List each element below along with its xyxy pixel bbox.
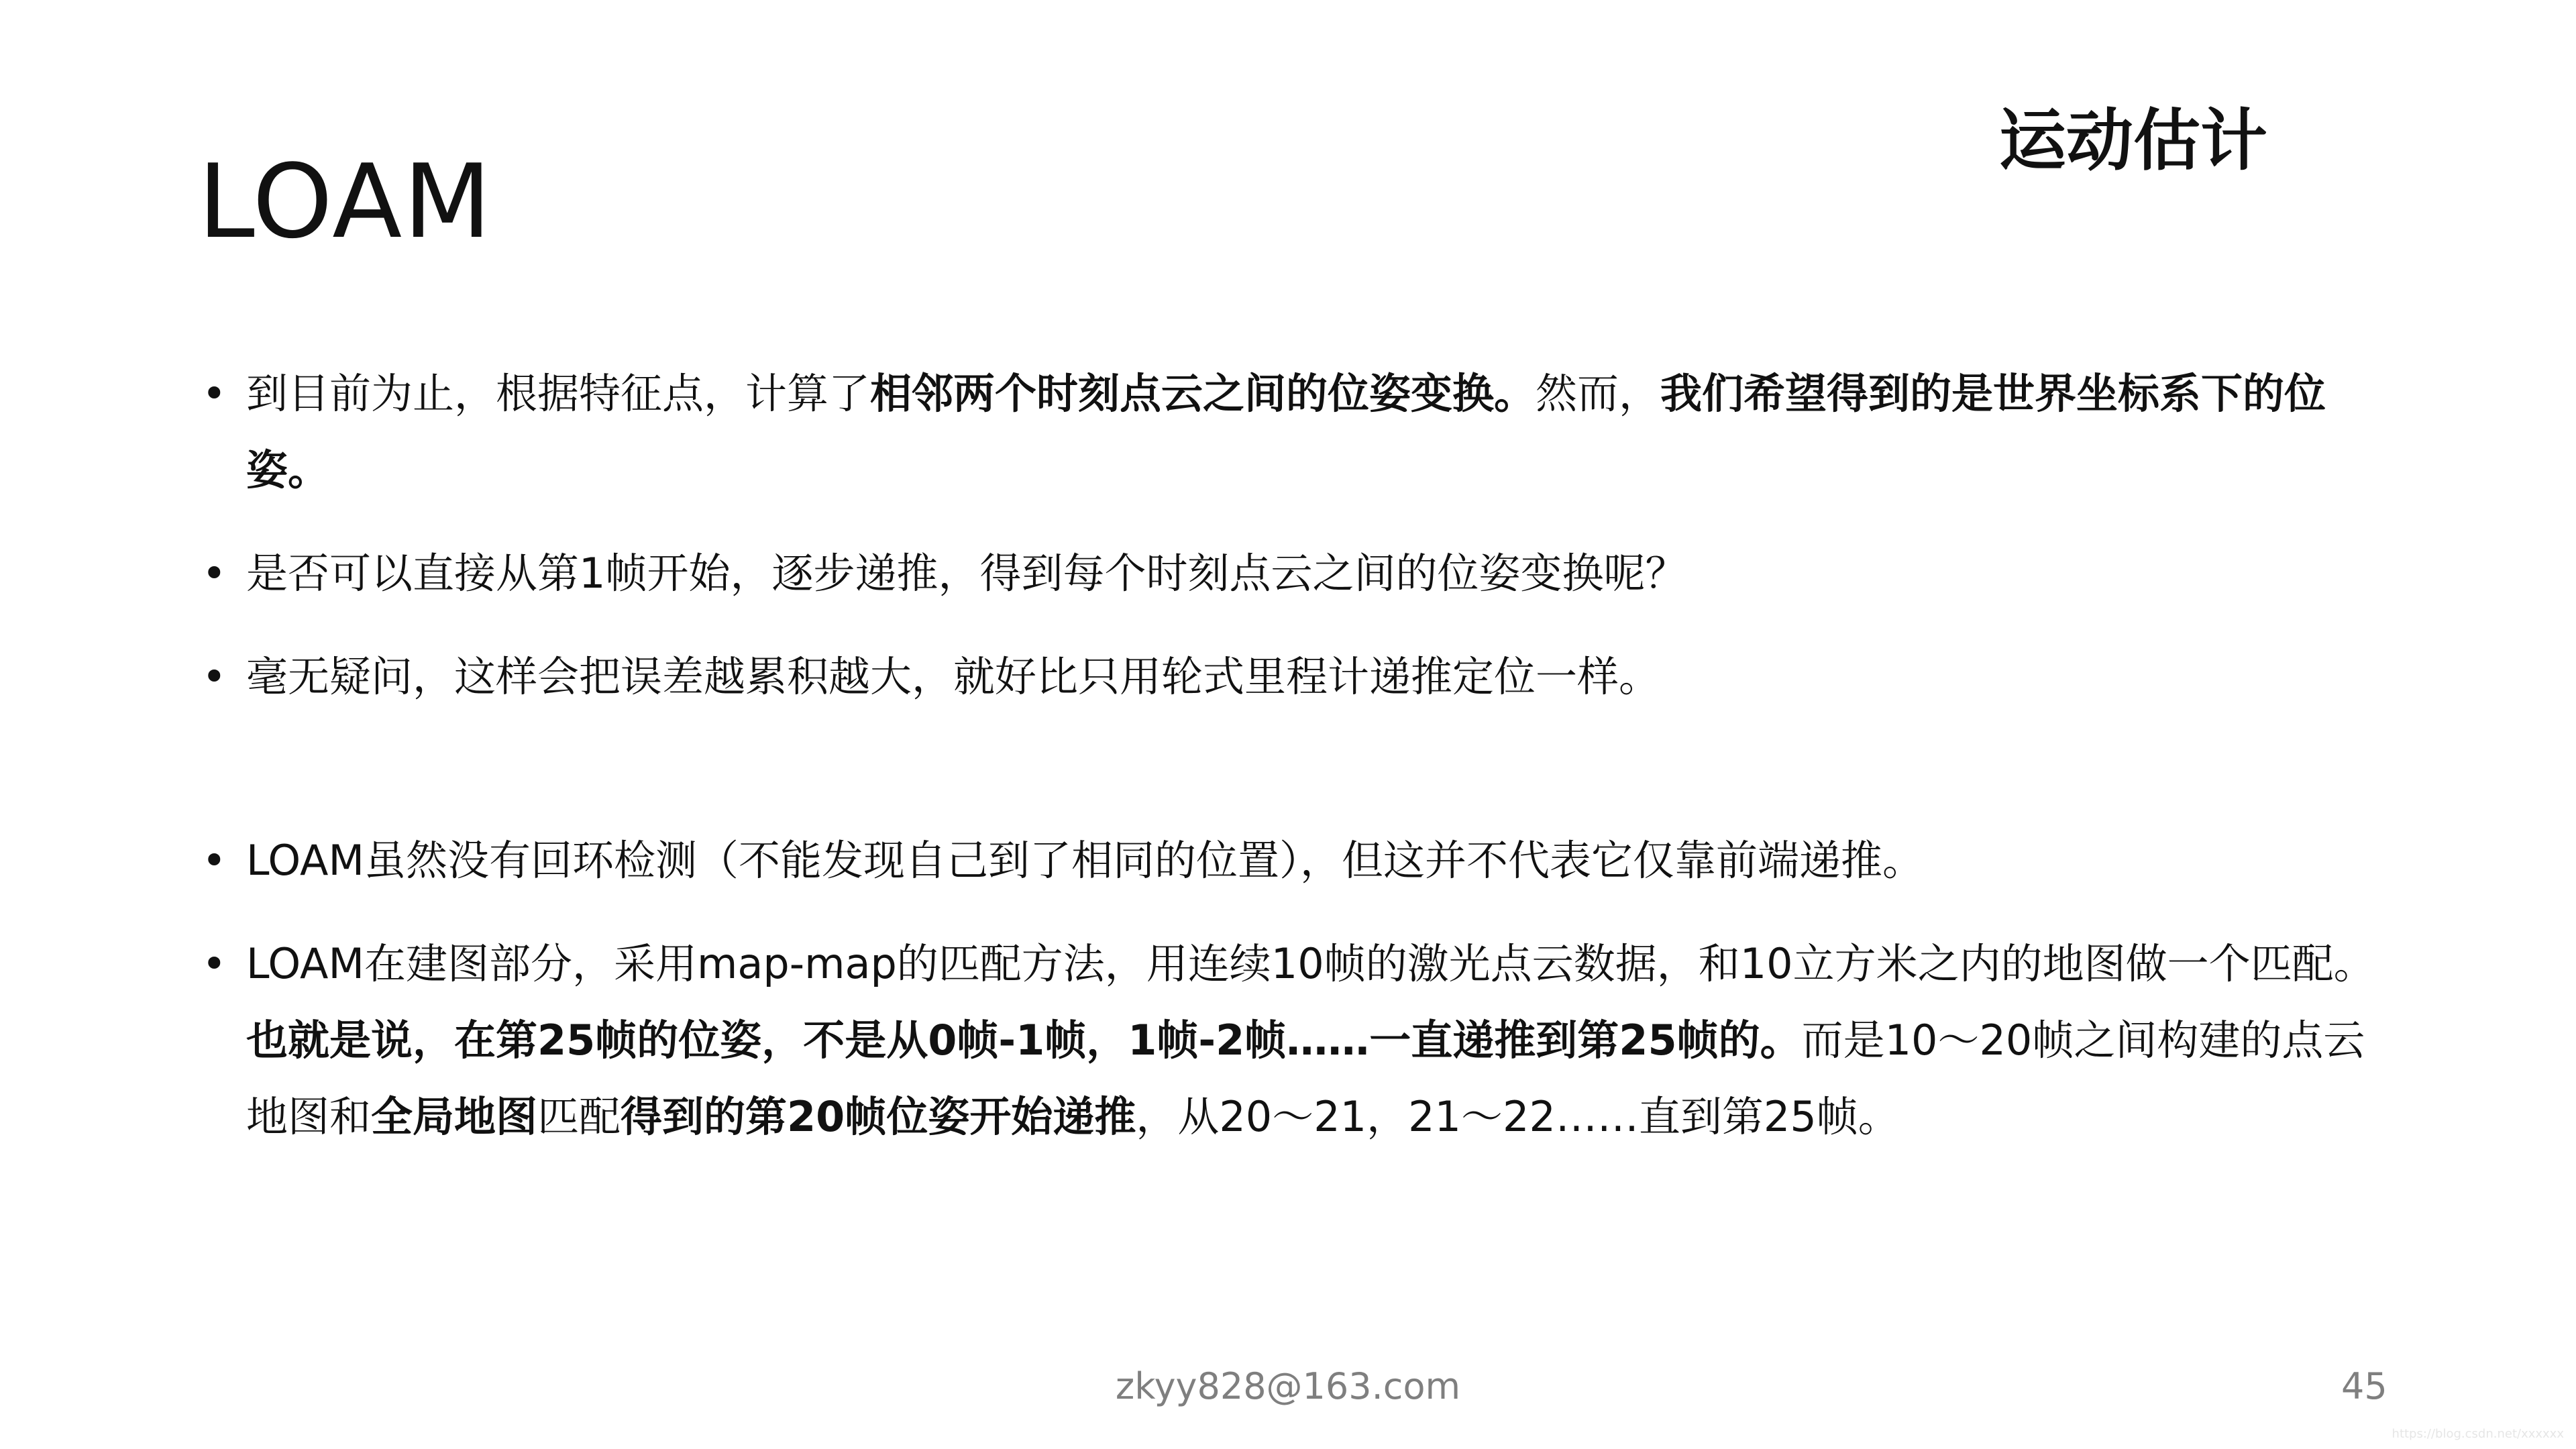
bullet-item-2 — [198, 535, 2385, 612]
bullet-dot-icon: • — [202, 939, 227, 988]
watermark: https://blog.csdn.net/xxxxxx — [2392, 1427, 2564, 1441]
bullet-dot-icon: • — [202, 836, 227, 885]
text-segment: 然而， — [1536, 369, 1661, 418]
text-segment: LOAM在建图部分，采用map-map的匹配方法，用连续10帧的激光点云数据，和10立方米之内的地图做一个匹配。 — [246, 939, 2375, 988]
text-segment-bold: 我们希望得到的是世界坐标系下的位姿。 — [246, 369, 2326, 494]
bullet-item-1 — [198, 356, 2385, 508]
bullet-text-4 — [246, 836, 1924, 885]
text-segment-bold: 全局地图 — [371, 1092, 538, 1141]
text-segment-bold: 相邻两个时刻点云之间的位姿变换。 — [870, 369, 1536, 418]
bullet-item-4 — [198, 822, 2385, 899]
bullet-text-5 — [246, 939, 2375, 1141]
text-segment-bold: 也就是说，在第25帧的位姿，不是从0帧-1帧，1帧-2帧……一直递推到第25帧的。 — [246, 1016, 1802, 1065]
bullet-text-2 — [246, 549, 1686, 598]
text-segment: ，从20～21，21～22……直到第25帧。 — [1136, 1092, 1900, 1141]
bullet-item-3 — [198, 639, 2385, 715]
text-segment: 而是10～20帧之间构建的点云地图和 — [246, 1016, 2365, 1141]
bullet-dot-icon: • — [202, 369, 227, 418]
section-title: 运动估计 — [1999, 101, 2267, 180]
slide-title: LOAM — [198, 142, 493, 261]
text-segment: 是否可以直接从第1帧开始，逐步递推，得到每个时刻点云之间的位姿变换呢？ — [246, 549, 1687, 598]
bullet-dot-icon: • — [202, 652, 227, 701]
footer-email: zkyy828@163.com — [1115, 1365, 1461, 1407]
bullet-dot-icon: • — [202, 549, 227, 598]
bullet-item-5 — [198, 926, 2385, 1155]
text-segment: 毫无疑问，这样会把误差越累积越大，就好比只用轮式里程计递推定位一样。 — [246, 652, 1661, 701]
bullet-text-3 — [246, 652, 1660, 701]
text-segment-bold: 得到的第20帧位姿开始递推 — [621, 1092, 1136, 1141]
bullet-list — [198, 356, 2385, 1182]
text-segment: 到目前为止，根据特征点，计算了 — [246, 369, 871, 418]
text-segment: 匹配 — [537, 1092, 621, 1141]
page-number: 45 — [2341, 1365, 2387, 1407]
bullet-text-1 — [246, 369, 2326, 494]
text-segment: LOAM虽然没有回环检测（不能发现自己到了相同的位置），但这并不代表它仅靠前端递推。 — [246, 836, 1924, 885]
